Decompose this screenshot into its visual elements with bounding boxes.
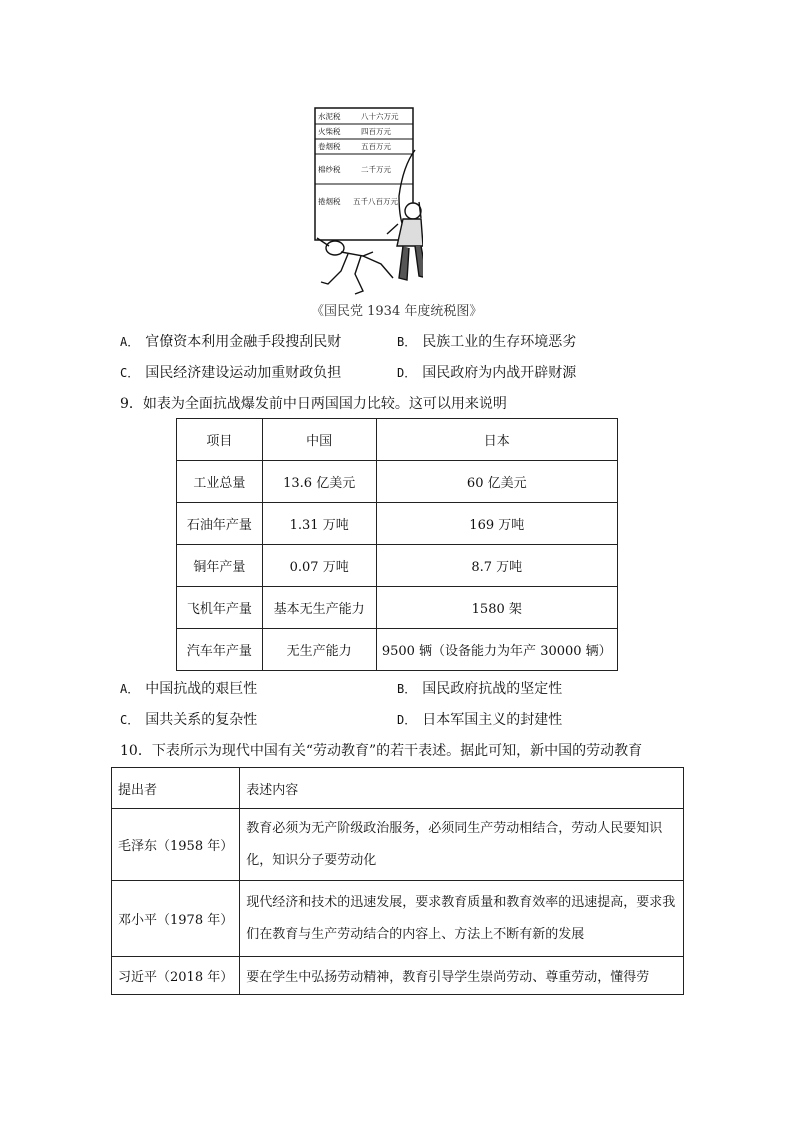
tax-label: 水泥税 [318, 112, 341, 121]
option-text: 官僚资本利用金融手段搜刮民财 [145, 334, 342, 350]
tax-label: 棉纱税 [318, 165, 341, 174]
table-cell: 13.6 亿美元 [262, 461, 376, 503]
option-letter: C． [120, 713, 140, 727]
table-row [112, 809, 684, 881]
table-row [177, 629, 618, 671]
comparison-table [176, 418, 618, 671]
table-row [177, 461, 618, 503]
table-cell: 169 万吨 [376, 503, 617, 545]
option-letter: A． [120, 335, 140, 349]
option-c[interactable] [120, 711, 257, 729]
table-row [177, 503, 618, 545]
labor-education-table [111, 767, 684, 995]
table-cell: 邓小平（1978 年） [112, 881, 240, 957]
tax-value: 二千万元 [361, 165, 391, 174]
option-letter: D． [397, 713, 417, 727]
table-cell: 习近平（2018 年） [112, 957, 240, 995]
table-cell: 基本无生产能力 [262, 587, 376, 629]
table-row [177, 545, 618, 587]
option-text: 国民政府抗战的坚定性 [422, 681, 563, 697]
crushed-man-figure [317, 238, 393, 294]
table-header-cell: 项目 [177, 419, 263, 461]
option-text: 国民经济建设运动加重财政负担 [145, 365, 342, 381]
table-cell: 9500 辆（设备能力为年产 30000 辆） [376, 629, 617, 671]
tax-cartoon-illustration [303, 106, 423, 301]
table-header-cell: 表述内容 [240, 768, 684, 809]
option-text: 民族工业的生存环境恶劣 [422, 334, 577, 350]
table-cell: 现代经济和技术的迅速发展，要求教育质量和教育效率的迅速提高，要求我们在教育与生产劳动结合的内容上、方法上不断有新的发展 [240, 881, 684, 957]
option-letter: B． [397, 682, 417, 696]
table-header-cell: 日本 [376, 419, 617, 461]
option-text: 国共关系的复杂性 [145, 712, 258, 728]
table-row [112, 957, 684, 995]
tax-value: 五百万元 [361, 142, 391, 151]
tax-value: 四百万元 [361, 127, 391, 136]
table-cell: 石油年产量 [177, 503, 263, 545]
table-cell: 1.31 万吨 [262, 503, 376, 545]
table-cell: 0.07 万吨 [262, 545, 376, 587]
tax-label: 火柴税 [318, 127, 341, 136]
tax-label: 卷烟税 [318, 142, 341, 151]
tax-label: 捲烟税 [318, 197, 341, 206]
table-header-row [112, 768, 684, 809]
option-letter: D． [397, 366, 417, 380]
table-cell: 毛泽东（1958 年） [112, 809, 240, 881]
question-10-stem: 10．下表所示为现代中国有关“劳动教育”的若干表述。据此可知，新中国的劳动教育 [120, 743, 643, 759]
table-header-cell: 提出者 [112, 768, 240, 809]
table-header-cell: 中国 [262, 419, 376, 461]
option-d[interactable] [397, 364, 576, 382]
question-9-stem: 9．如表为全面抗战爆发前中日两国国力比较。这可以用来说明 [120, 396, 507, 412]
option-a[interactable] [120, 333, 341, 351]
tax-value: 八十六万元 [361, 112, 399, 121]
option-b[interactable] [397, 680, 562, 698]
table-row [177, 587, 618, 629]
table-cell: 汽车年产量 [177, 629, 263, 671]
option-letter: C． [120, 366, 140, 380]
table-cell: 飞机年产量 [177, 587, 263, 629]
table-cell: 教育必须为无产阶级政治服务，必须同生产劳动相结合，劳动人民要知识化，知识分子要劳动化 [240, 809, 684, 881]
table-header-row [177, 419, 618, 461]
option-c[interactable] [120, 364, 341, 382]
option-b[interactable] [397, 333, 576, 351]
cartoon-caption: 《国民党 1934 年度统税图》 [311, 304, 483, 319]
table-cell: 8.7 万吨 [376, 545, 617, 587]
table-cell: 工业总量 [177, 461, 263, 503]
table-cell: 要在学生中弘扬劳动精神，教育引导学生崇尚劳动、尊重劳动，懂得劳 [240, 957, 684, 995]
table-cell: 1580 架 [376, 587, 617, 629]
option-text: 中国抗战的艰巨性 [145, 681, 258, 697]
table-cell: 60 亿美元 [376, 461, 617, 503]
option-letter: B． [397, 335, 417, 349]
option-letter: A． [120, 682, 140, 696]
table-cell: 无生产能力 [262, 629, 376, 671]
tax-value: 五千八百万元 [353, 197, 398, 206]
option-a[interactable] [120, 680, 257, 698]
option-text: 日本军国主义的封建性 [422, 712, 563, 728]
option-text: 国民政府为内战开辟财源 [422, 365, 577, 381]
table-cell: 铜年产量 [177, 545, 263, 587]
option-d[interactable] [397, 711, 562, 729]
table-row [112, 881, 684, 957]
